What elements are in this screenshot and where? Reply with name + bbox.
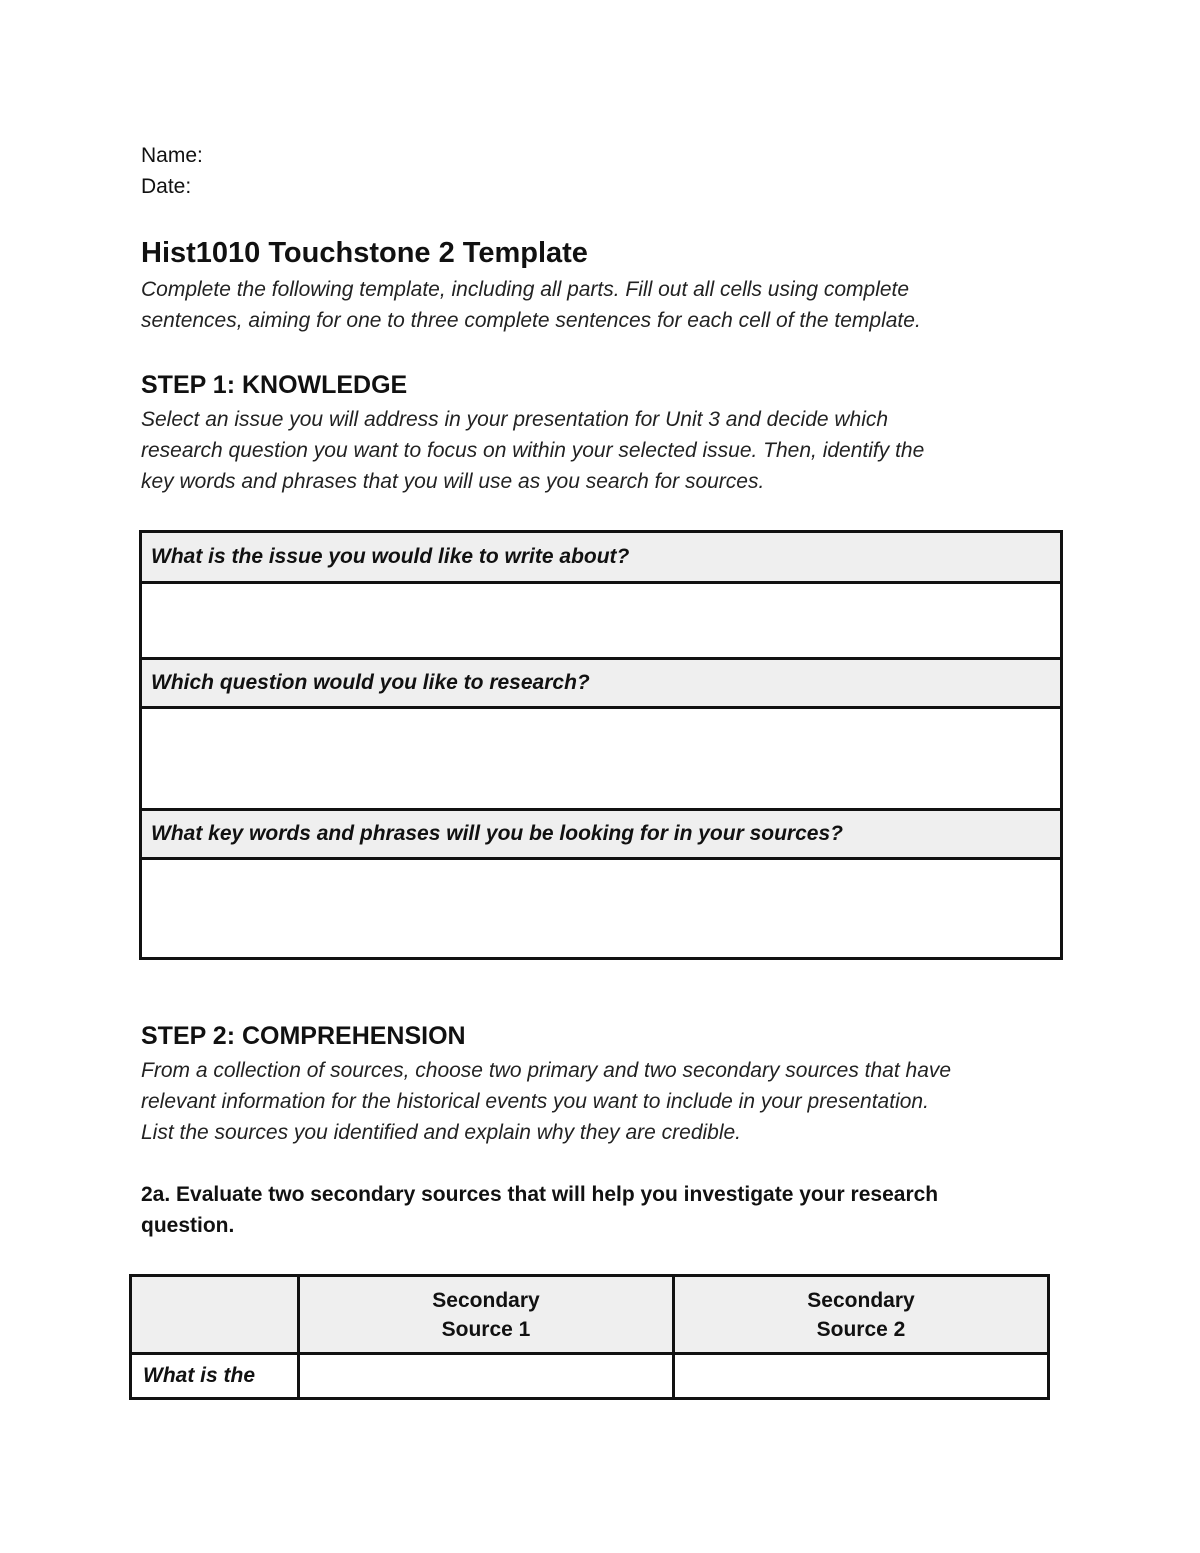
step2a-heading-line: question. bbox=[141, 1214, 235, 1237]
issue-question-header: What is the issue you would like to write about? bbox=[142, 533, 1060, 581]
step2-description-line: From a collection of sources, choose two primary and two secondary sources that have bbox=[141, 1059, 952, 1082]
step1-description-line: research question you want to focus on within your selected issue. Then, identify the bbox=[141, 439, 925, 462]
name-label: Name: bbox=[141, 144, 203, 167]
secondary-source-2-header bbox=[675, 1277, 1047, 1352]
table-corner-cell bbox=[132, 1277, 300, 1352]
instructions-line: Complete the following template, including all parts. Fill out all cells using complete bbox=[141, 278, 910, 301]
step1-heading: STEP 1: KNOWLEDGE bbox=[141, 371, 408, 399]
step1-description-line: key words and phrases that you will use as you search for sources. bbox=[141, 470, 765, 493]
secondary-sources-table bbox=[129, 1274, 1050, 1400]
step1-description bbox=[141, 404, 1071, 497]
knowledge-table bbox=[139, 530, 1063, 960]
step2a-heading-line: 2a. Evaluate two secondary sources that will help you investigate your research bbox=[141, 1183, 939, 1206]
instructions bbox=[141, 274, 1071, 336]
date-label: Date: bbox=[141, 175, 192, 198]
secondary-source-1-cell[interactable] bbox=[300, 1352, 675, 1397]
step2-description-line: List the sources you identified and explain why they are credible. bbox=[141, 1121, 742, 1144]
page-title: Hist1010 Touchstone 2 Template bbox=[141, 237, 588, 269]
step1-description-line: Select an issue you will address in your presentation for Unit 3 and decide which bbox=[141, 408, 889, 431]
row-label-what-is-the: What is the bbox=[132, 1352, 300, 1397]
keywords-question-header: What key words and phrases will you be looking for in your sources? bbox=[142, 808, 1060, 857]
instructions-line: sentences, aiming for one to three complete sentences for each cell of the template. bbox=[141, 309, 921, 332]
research-question-answer-cell[interactable] bbox=[142, 706, 1060, 808]
step2-description bbox=[141, 1055, 1071, 1148]
step2-heading: STEP 2: COMPREHENSION bbox=[141, 1022, 466, 1050]
secondary-source-1-header-line: Secondary bbox=[432, 1288, 540, 1312]
secondary-source-1-header bbox=[300, 1277, 675, 1352]
keywords-answer-cell[interactable] bbox=[142, 857, 1060, 957]
secondary-source-1-header-line: Source 1 bbox=[441, 1317, 531, 1341]
secondary-source-2-cell[interactable] bbox=[675, 1352, 1047, 1397]
secondary-source-2-header-line: Secondary bbox=[807, 1288, 915, 1312]
research-question-header: Which question would you like to research? bbox=[142, 657, 1060, 706]
step2a-heading bbox=[141, 1179, 1071, 1241]
step2-description-line: relevant information for the historical events you want to include in your presentation. bbox=[141, 1090, 929, 1113]
issue-answer-cell[interactable] bbox=[142, 581, 1060, 657]
secondary-source-2-header-line: Source 2 bbox=[816, 1317, 906, 1341]
